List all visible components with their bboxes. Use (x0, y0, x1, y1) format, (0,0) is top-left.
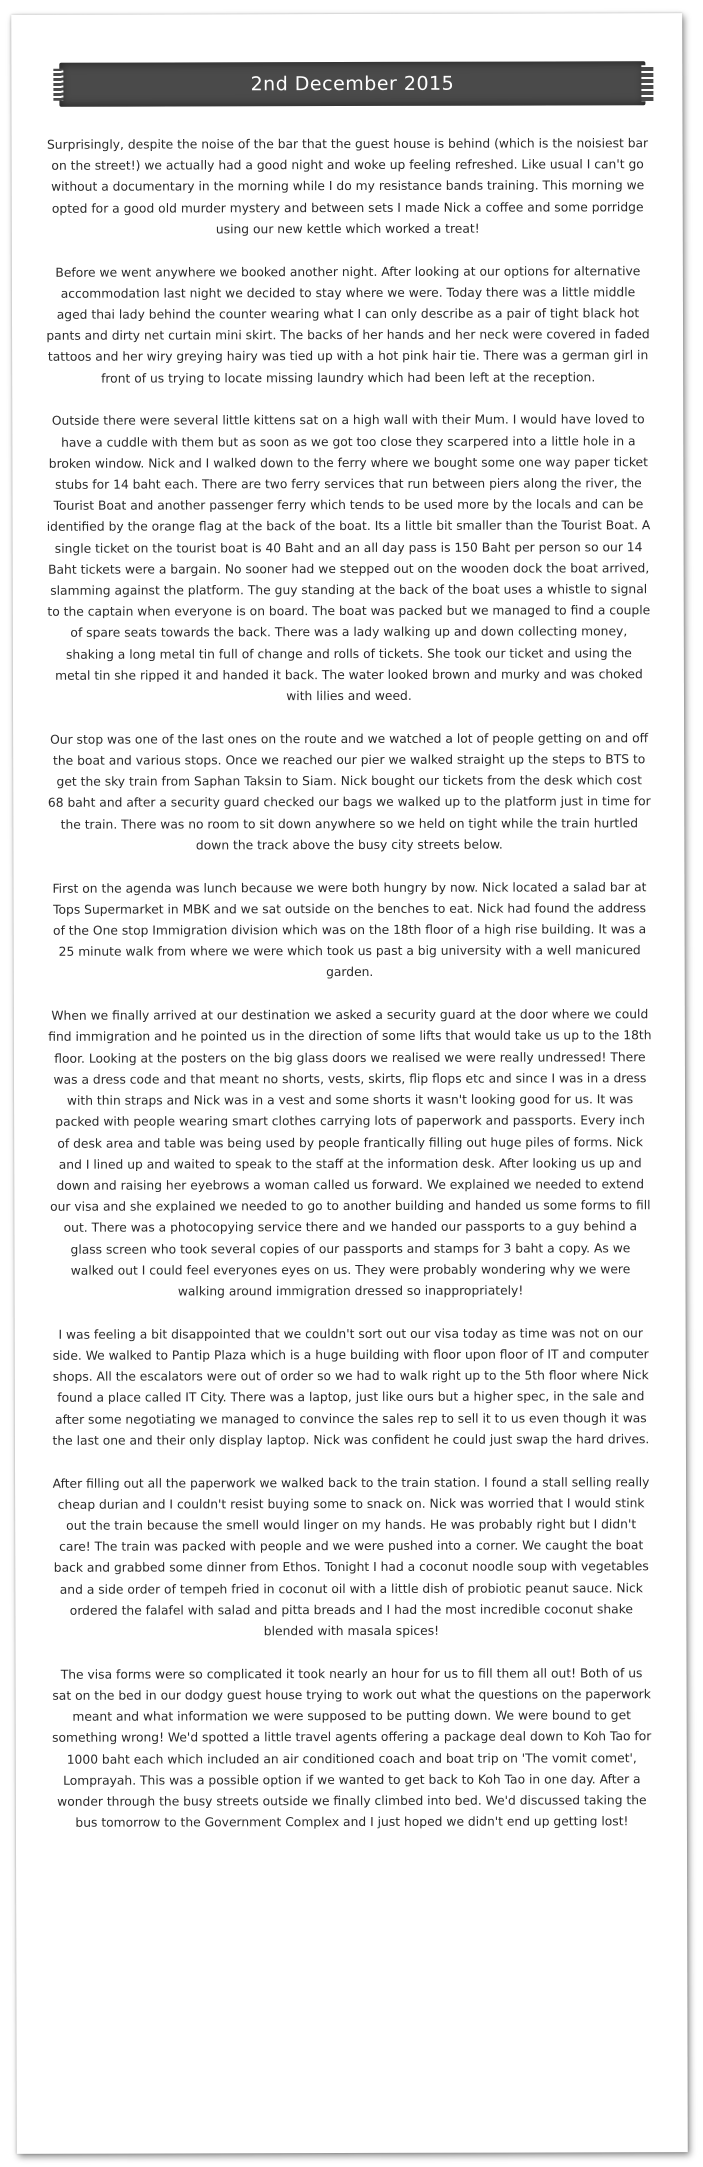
paragraph-1: Surprisingly, despite the noise of the bar that the guest house is behind (which is the noisiest bar on the street!) we actually had a good night and woke up feeling refreshed. Like usual I can't go without a documentary in the morning while I do my resistance bands training. This morning we opted for a good old murder mystery and between sets I made Nick a coffee and some porridge using our new kettle which worked a treat! (46, 136, 649, 237)
paragraph-6: When we finally arrived at our destination we asked a security guard at the door where we could find immigration and he pointed us in the direction of some lifts that would take us up to the 18th floor. Looking at the posters on the big glass doors we realised we were really undressed! There was a dress code and that meant no shorts, vests, skirts, flip flops etc and since I was in a dress with thin straps and Nick was in a vest and some shorts it wasn't looking good for us. It was packed with people wearing smart clothes carrying lots of paperwork and passports. Every inch of desk area and table was being used by people frantically filling out huge piles of forms. Nick and I lined up and waited to speak to the staff at the information desk. After looking us up and down and raising her eyebrows a woman called us forward. We explained we needed to extend our visa and she explained we needed to go to another building and handed us some forms to fill out. There was a photocopying service there and we handed our passports to a guy behind a glass screen who took several copies of our passports and stamps for 3 baht a copy. As we walked out I could feel everyones eyes on us. They were probably wondering why we were walking around immigration dressed so inappropriately! (48, 1007, 652, 1299)
journal-body (46, 133, 655, 1856)
paragraph-9: The visa forms were so complicated it took nearly an hour for us to fill them all out! Both of us sat on the bed in our dodgy guest house trying to work out what the questions on the paperwork meant and what information we were supposed to be putting down. We were bound to get something wrong! We'd spotted a little travel agents offering a package deal down to Koh Tao for 1000 baht each which included an air conditioned coach and boat trip on 'The vomit comet', Lomprayah. This was a possible option if we wanted to get back to Koh Tao in one day. After a wonder through the busy streets outside we finally climbed into bed. We'd discussed taking the bus tomorrow to the Government Complex and I just hoped we didn't end up getting lost! (52, 1665, 652, 1830)
paragraph-2: Before we went anywhere we booked another night. After looking at our options for alternative accommodation last night we decided to stay where we were. Today there was a little middle aged thai lady behind the counter wearing what I can only describe as a pair of tight black hot pants and dirty net curtain mini skirt. The backs of her hands and her neck were covered in faded tattoos and her wiry greying hairy was tied up with a hot pink hair tie. There was a german girl in front of us trying to locate missing laundry which had been left at the reception. (46, 263, 650, 386)
journal-page (11, 13, 688, 2154)
page-title: 2nd December 2015 (250, 72, 455, 96)
paragraph-5: First on the agenda was lunch because we were both hungry by now. Nick located a salad bar at Tops Supermarket in MBK and we sat outside on the benches to eat. Nick had found the address of the One stop Immigration division which was on the 18th floor of a high rise building. It was a 25 minute walk from where we were which took us past a big university with a well manicured garden. (52, 879, 647, 980)
paragraph-8: After filling out all the paperwork we walked back to the train station. I found a stall selling really cheap durian and I couldn't resist buying some to snack on. Nick was worried that I would stink out the train because the smell would linger on my hands. He was probably right but I didn't care! The train was packed with people and we were pushed into a corner. We caught the boat back and grabbed some dinner from Ethos. Tonight I had a coconut noodle soup with vegetables and a side order of tempeh fried in coconut oil with a little dish of probiotic peanut sauce. Nick ordered the falafel with salad and pitta breads and I had the most incredible coconut shake blended with masala spices! (52, 1474, 650, 1639)
date-banner (59, 61, 645, 107)
paragraph-4: Our stop was one of the last ones on the route and we watched a lot of people getting on and off the boat and various stops. Once we reached our pier we walked straight up the steps to BTS to get the sky train from Saphan Taksin to Siam. Nick bought our tickets from the desk which cost 68 baht and after a security guard checked our bags we walked up to the platform just in time for the train. There was no room to sit down anywhere so we held on tight while the train hurtled down the track above the busy city streets below. (47, 731, 651, 853)
paragraph-3: Outside there were several little kittens sat on a high wall with their Mum. I would have loved to have a cuddle with them but as soon as we got too close they scarpered into a little hole in a broken window. Nick and I walked down to the ferry where we bought some one way paper ticket stubs for 14 baht each. There are two ferry services that run between piers along the river, the Tourist Boat and another passenger ferry which tends to be used more by the locals and can be identified by the orange flag at the back of the boat. Its a little bit smaller than the Tourist Boat. A single ticket on the tourist boat is 40 Baht and an all day pass is 150 Baht per person so our 14 Baht tickets were a bargain. No sooner had we stepped out on the wooden dock the boat arrived, slamming against the platform. The guy standing at the back of the boat uses a whistle to signal to the captain when everyone is on board. The boat was packed but we managed to find a couple of spare seats towards the back. There was a lady walking up and down collecting money, shaking a long metal tin full of change and rolls of tickets. She took our ticket and using the metal tin she ripped it and handed it back. The water looked brown and murky and was choked with lilies and weed. (46, 412, 651, 704)
paragraph-7: I was feeling a bit disappointed that we couldn't sort out our visa today as time was not on our side. We walked to Pantip Plaza which is a huge building with floor upon floor of IT and computer shops. All the escalators were out of order so we had to walk right up to the 5th floor where Nick found a place called IT City. There was a laptop, just like ours but a higher spec, in the sale and after some negotiating we managed to convince the sales rep to sell it to us even though it was the last one and their only display laptop. Nick was confident he could just swap the hard drives. (52, 1325, 650, 1448)
